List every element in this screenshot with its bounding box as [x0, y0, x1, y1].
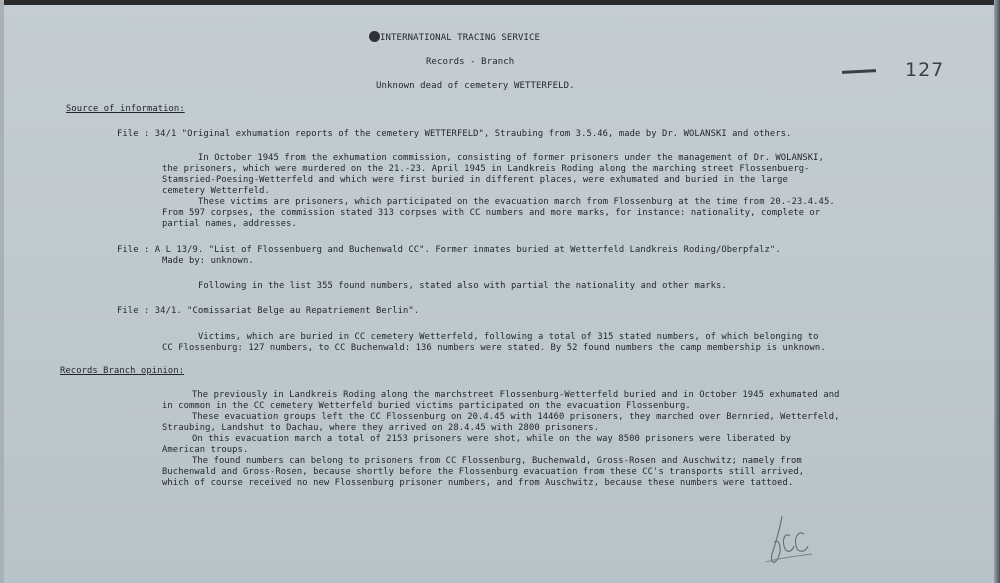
scan-top-edge — [0, 0, 1000, 5]
header-org: INTERNATIONAL TRACING SERVICE — [380, 33, 541, 43]
file-2-line-1: File : A L 13/9. "List of Flossenbuerg and Buchenwald CC". Former inmates buried at Wetterfeld Landkreis Roding/Oberpfalz". — [117, 245, 781, 255]
punch-hole — [369, 31, 380, 42]
file-2-para-1-line-1: Following in the list 355 found numbers, stated also with partial the nationality and other marks. — [198, 281, 727, 291]
opinion-line-5: On this evacuation march a total of 2153 prisoners were shot, while on the way 8500 prisoners were liberated by — [192, 434, 791, 444]
file-1-para-1-line-3: Stamsried-Poesing-Wetterfeld and which were first buried in different places, were exhumated and buried in the large — [162, 175, 788, 185]
header-branch: Records - Branch — [426, 57, 515, 67]
file-3-para-1-line-1: Victims, which are buried in CC cemetery Wetterfeld, following a total of 315 stated numbers, of which belonging to — [198, 332, 819, 342]
handwritten-initials — [760, 508, 820, 570]
opinion-line-9: which of course received no new Flossenburg prisoner numbers, and from Auschwitz, because these numbers were tattoed. — [162, 478, 794, 488]
opinion-line-4: Straubing, Landshut to Dachau, where they arrived on 28.4.45 with 2800 prisoners. — [162, 423, 600, 433]
opinion-line-8: Buchenwald and Gross-Rosen, because shortly before the Flossenburg evacuation from these CC's transports still arrived, — [162, 467, 805, 477]
handwritten-dash — [842, 69, 876, 74]
file-3-line-1: File : 34/1. "Comissariat Belge au Repatriement Berlin". — [117, 306, 420, 316]
file-1-line-1: File : 34/1 "Original exhumation reports of the cemetery WETTERFELD", Straubing from 3.5.46, made by Dr. WOLANSKI and others. — [117, 129, 792, 139]
opinion-heading: Records Branch opinion: — [60, 366, 185, 376]
header-subject: Unknown dead of cemetery WETTERFELD. — [376, 81, 575, 91]
file-1-para-2-line-2: From 597 corpses, the commission stated 313 corpses with CC numbers and more marks, for instance: nationality, complete or — [162, 208, 821, 218]
file-1-para-1-line-2: the prisoners, which were murdered on the 21.-23. April 1945 in Landkreis Roding along the marching street Flossenbuerg- — [162, 164, 810, 174]
file-1-para-1-line-4: cemetery Wetterfeld. — [162, 186, 270, 196]
page-number: 127 — [905, 59, 945, 81]
scan-left-edge — [0, 0, 4, 583]
scan-right-edge — [994, 0, 1000, 583]
source-heading: Source of information: — [66, 104, 185, 114]
opinion-line-1: The previously in Landkreis Roding along the marchstreet Flossenburg-Wetterfeld buried and in October 1945 exhumated and — [192, 390, 840, 400]
opinion-line-6: American troups. — [162, 445, 249, 455]
opinion-line-2: in common in the CC cemetery Wetterfeld buried victims participated on the evacuation Flossenburg. — [162, 401, 691, 411]
opinion-line-3: These evacuation groups left the CC Flossenburg on 20.4.45 with 14460 prisoners, they marched over Bernried, Wetterfeld, — [192, 412, 840, 422]
file-1-para-1-line-1: In October 1945 from the exhumation commission, consisting of former prisoners under the management of Dr. WOLANSKI, — [198, 153, 824, 163]
opinion-line-7: The found numbers can belong to prisoners from CC Flossenburg, Buchenwald, Gross-Rosen and Auschwitz; namely from — [192, 456, 802, 466]
file-1-para-2-line-3: partial names, addresses. — [162, 219, 297, 229]
file-1-para-2-line-1: These victims are prisoners, which participated on the evacuation march from Flossenburg at the time from 20.-23.4.45. — [198, 197, 835, 207]
file-3-para-1-line-2: CC Flossenburg: 127 numbers, to CC Buchenwald: 136 numbers were stated. By 52 found numbers the camp membership is unknown. — [162, 343, 826, 353]
file-2-line-2: Made by: unknown. — [162, 256, 254, 266]
